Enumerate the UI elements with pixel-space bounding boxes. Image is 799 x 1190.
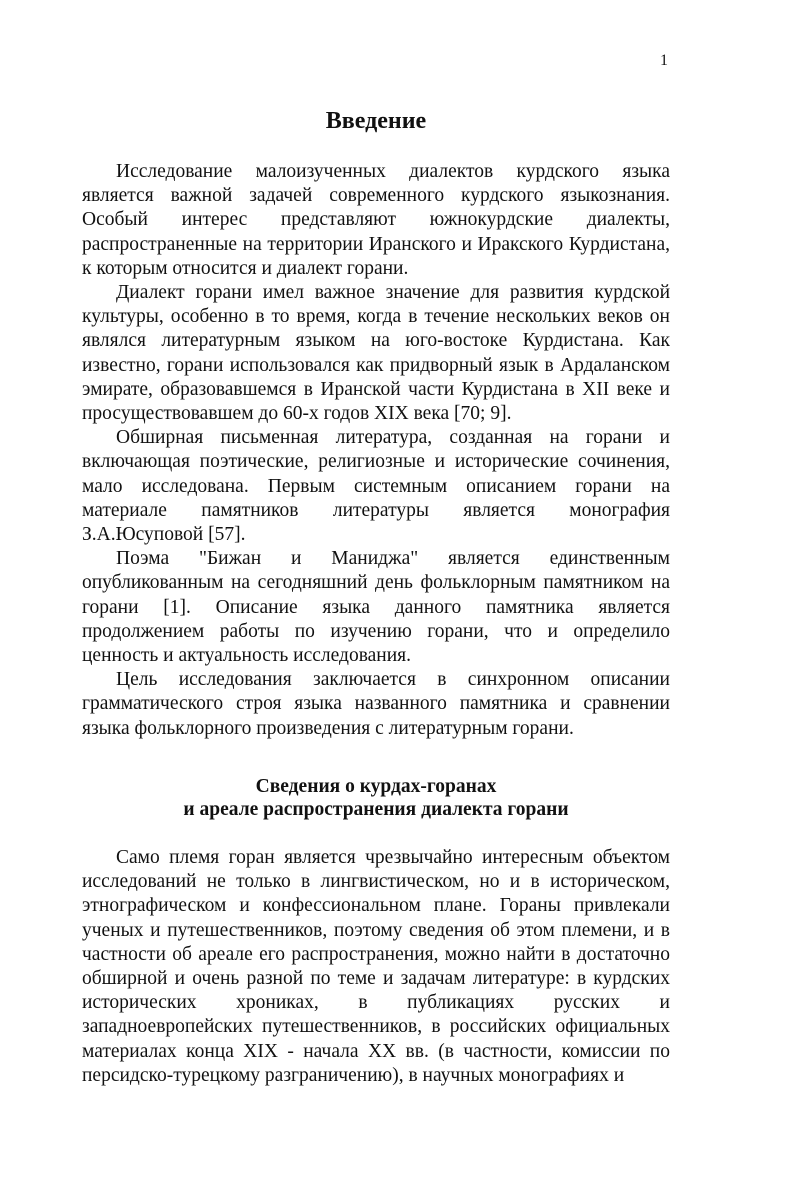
paragraph: Исследование малоизученных диалектов курдского языка является важной задачей современного курдского языкознания. Особый интерес представляют южнокурдские диалекты, распространенные на территории Иранского и Иракского Курдистана, к которым относится и диалект горани. [82, 161, 670, 279]
section-body [82, 846, 670, 1088]
paragraph: Диалект горани имел важное значение для развития курдской культуры, особенно в то время, когда в течение нескольких веков он являлся литературным языком на юго-востоке Курдистана. Как известно, горани использовался как придворный язык в Ардаланском эмирате, образовавшемся в Иранской части Курдистана в XII веке и просуществовавшем до 60-х годов XIX века [70; 9]. [82, 282, 670, 425]
intro-section [82, 160, 670, 741]
section-heading [82, 775, 670, 821]
section-heading-line: Сведения о курдах-горанах [255, 776, 497, 797]
section-heading-line: и ареале распространения диалекта горани [183, 799, 569, 820]
page-title: Введение [325, 108, 427, 134]
page-number: 1 [660, 52, 668, 69]
paragraph: Поэма "Бижан и Маниджа" является единственным опубликованным на сегодняшний день фольклорным памятником на горани [1]. Описание языка данного памятника является продолжением работы по изучению горани, что и определило ценность и актуальность исследования. [82, 548, 670, 667]
paragraph: Обширная письменная литература, созданная на горани и включающая поэтические, религиозные и исторические сочинения, мало исследована. Первым системным описанием горани на материале памятников литературы является монография З.А.Юсуповой [57]. [82, 427, 670, 546]
paragraph: Само племя горан является чрезвычайно интересным объектом исследований не только в лингвистическом, но и в историческом, этнографическом и конфессиональном плане. Гораны привлекали ученых и путешественников, поэтому сведения об этом племени, и в частности об ареале его распространения, можно найти в достаточно обширной и очень разной по теме и задачам литературе: в курдских исторических хрониках, в публикациях русских и западноевропейских путешественников, в российских официальных материалах конца XIX - начала XX вв. (в частности, комиссии по персидско-турецкому разграничению), в научных монографиях и [82, 847, 670, 1086]
paragraph: Цель исследования заключается в синхронном описании грамматического строя языка названного памятника и сравнении языка фольклорного произведения с литературным горани. [82, 669, 670, 739]
